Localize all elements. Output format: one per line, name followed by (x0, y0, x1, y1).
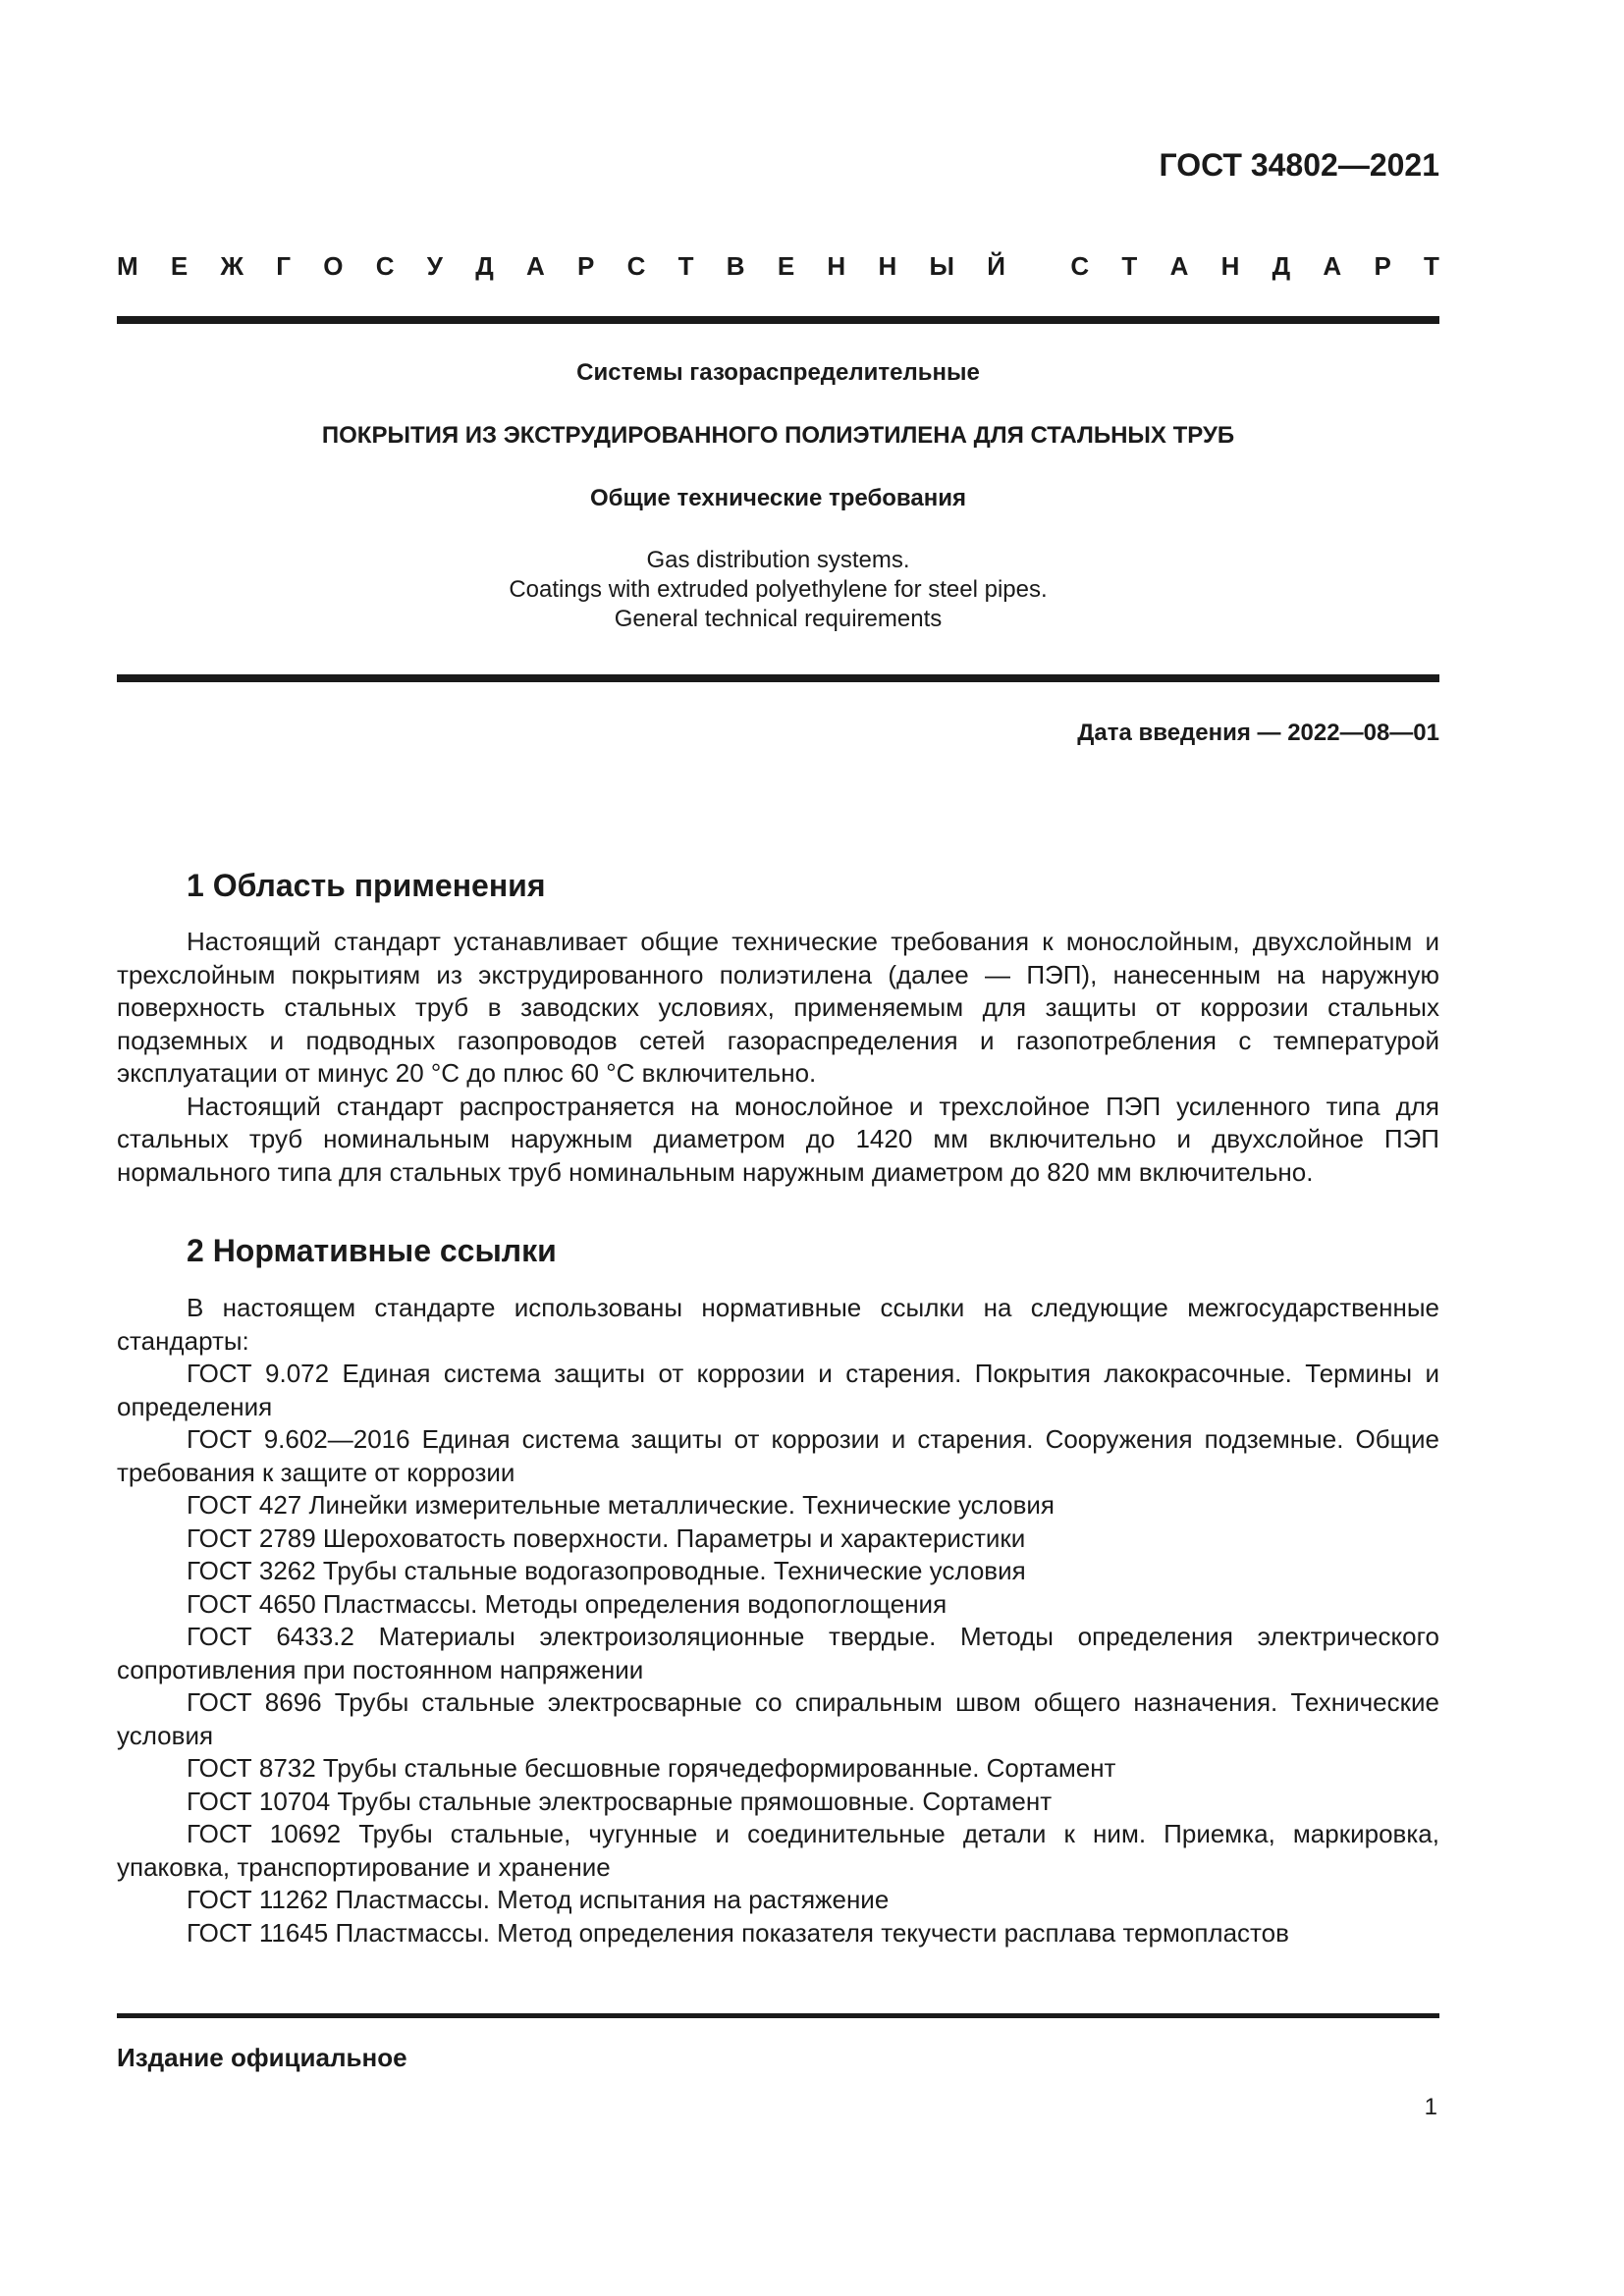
heading-letter: Й (987, 251, 1005, 281)
reference-item: ГОСТ 9.072 Единая система защиты от коррозии и старения. Покрытия лакокрасочные. Термины и определения (117, 1359, 1439, 1421)
section-body-references (117, 1292, 1439, 1949)
heading-letter: Ы (929, 251, 954, 281)
heading-letter: М (117, 251, 138, 281)
section-heading-references: 2 Нормативные ссылки (187, 1233, 557, 1268)
reference-item: ГОСТ 10692 Трубы стальные, чугунные и соединительные детали к ним. Приемка, маркировка, упаковка, транспортирование и хранение (117, 1819, 1439, 1882)
reference-item: ГОСТ 6433.2 Материалы электроизоляционные твердые. Методы определения электрического сопротивления при постоянном напряжении (117, 1622, 1439, 1684)
heading-letter: Р (577, 251, 595, 281)
reference-item: ГОСТ 8732 Трубы стальные бесшовные горячедеформированные. Сортамент (187, 1753, 1116, 1783)
reference-item: ГОСТ 427 Линейки измерительные металлические. Технические условия (187, 1490, 1055, 1520)
heading-letter: С (626, 251, 646, 281)
section-body-scope (117, 926, 1439, 1189)
english-title-line: General technical requirements (614, 606, 943, 632)
heading-letter: Т (1424, 251, 1439, 281)
section-heading-scope: 1 Область применения (187, 868, 546, 903)
reference-item: ГОСТ 9.602—2016 Единая система защиты от коррозии и старения. Сооружения подземные. Общие требования к защите от коррозии (117, 1424, 1439, 1487)
system-title: Системы газораспределительные (576, 359, 980, 386)
main-title: ПОКРЫТИЯ ИЗ ЭКСТРУДИРОВАННОГО ПОЛИЭТИЛЕНА ДЛЯ СТАЛЬНЫХ ТРУБ (321, 422, 1235, 449)
english-title (117, 546, 1439, 634)
paragraph: Настоящий стандарт распространяется на монослойное и трехслойное ПЭП усиленного типа для стальных труб номинальным наружным диаметром до 1420 мм включительно и двухслойное ПЭП нормального типа для стальных труб номинальным наружным диаметром до 820 мм включительно. (117, 1091, 1439, 1187)
english-title-line: Coatings with extruded polyethylene for steel pipes. (509, 576, 1048, 603)
reference-item: ГОСТ 10704 Трубы стальные электросварные прямошовные. Сортамент (187, 1786, 1053, 1816)
paragraph: В настоящем стандарте использованы нормативные ссылки на следующие межгосударственные стандарты: (117, 1293, 1439, 1356)
reference-item: ГОСТ 3262 Трубы стальные водогазопроводные. Технические условия (187, 1556, 1026, 1585)
introduction-date: Дата введения — 2022—08—01 (1077, 720, 1439, 746)
heading-letter: В (726, 251, 745, 281)
heading-letter: Р (1374, 251, 1391, 281)
document-number: ГОСТ 34802—2021 (1159, 147, 1439, 183)
top-divider (117, 316, 1439, 324)
footer-divider (117, 2013, 1439, 2018)
heading-letter: А (1323, 251, 1342, 281)
heading-letter: Ж (220, 251, 244, 281)
reference-item: ГОСТ 8696 Трубы стальные электросварные со спиральным швом общего назначения. Технические условия (117, 1687, 1439, 1750)
heading-letter: Н (827, 251, 846, 281)
english-title-line: Gas distribution systems. (646, 547, 910, 573)
heading-letter: Е (170, 251, 189, 281)
heading-letter: Д (475, 251, 494, 281)
paragraph: Настоящий стандарт устанавливает общие технические требования к монослойным, двухслойным и трехслойным покрытиям из экструдированного полиэтилена (далее — ПЭП), нанесенным на наружную поверхность стальных труб в заводских условиях, применяемым для защиты от коррозии стальных подземных и подводных газопроводов сетей газораспределения и газопотребления с температурой эксплуатации от минус 20 °С до плюс 60 °С включительно. (117, 927, 1439, 1088)
heading-letter: Н (878, 251, 897, 281)
reference-item: ГОСТ 11645 Пластмассы. Метод определения показателя текучести расплава термопластов (187, 1917, 1289, 1948)
heading-letter: Т (677, 251, 694, 281)
heading-letter: С (375, 251, 395, 281)
reference-item: ГОСТ 2789 Шероховатость поверхности. Параметры и характеристики (187, 1522, 1026, 1553)
page-number: 1 (1424, 2094, 1437, 2120)
reference-item: ГОСТ 4650 Пластмассы. Методы определения водопоглощения (187, 1588, 947, 1619)
heading-letter: Д (1272, 251, 1291, 281)
reference-item: ГОСТ 11262 Пластмассы. Метод испытания на растяжение (187, 1885, 890, 1914)
heading-letter: А (1169, 251, 1189, 281)
interstate-standard-heading (117, 251, 1439, 282)
subtitle: Общие технические требования (590, 485, 966, 511)
heading-letter: Н (1220, 251, 1240, 281)
official-edition-label: Издание официальное (117, 2043, 407, 2072)
heading-letter: С (1070, 251, 1090, 281)
heading-letter: Т (1121, 251, 1138, 281)
heading-letter: У (426, 251, 443, 281)
heading-letter: Г (276, 251, 292, 281)
heading-letter: О (323, 251, 344, 281)
title-divider (117, 674, 1439, 682)
heading-letter: А (526, 251, 545, 281)
heading-letter: Е (777, 251, 795, 281)
